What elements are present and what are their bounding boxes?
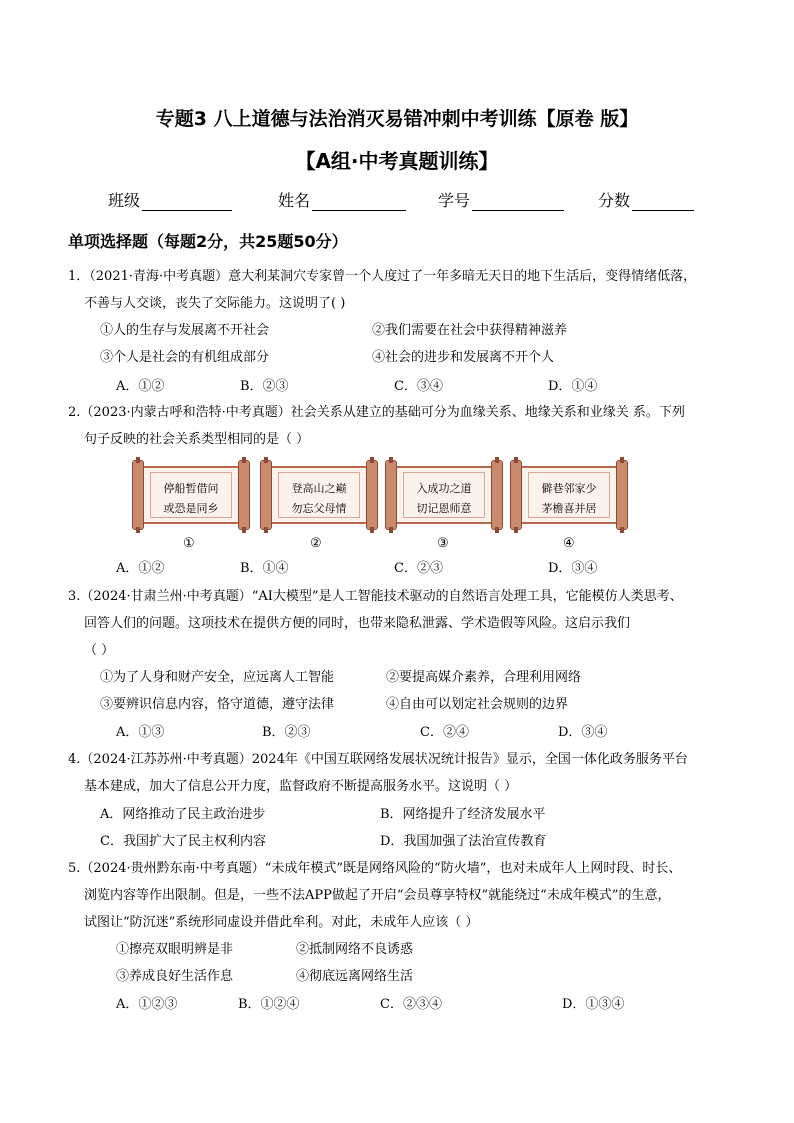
name-blank[interactable] [312, 192, 406, 211]
question-stem: 不善与人交谈，丧失了交际能力。这说明了( ) [84, 296, 346, 311]
option-d[interactable]: D．①④ [548, 379, 598, 394]
option-b[interactable]: B．①④ [240, 561, 289, 576]
statement: ②抵制网络不良诱惑 [296, 942, 414, 957]
question-stem: 4.（2024·江苏苏州·中考真题）2024年《中国互联网络发展状况统计报告》显示，全国一体化政务服务平台 [68, 752, 688, 767]
class-field [108, 188, 232, 211]
scroll-text: 茅檐喜并居 [541, 502, 597, 515]
statement: ④社会的进步和发展离不开个人 [372, 350, 555, 365]
question-stem: 基本建成，加大了信息公开力度，监督政府不断提高服务水平。这说明（ ） [84, 779, 518, 794]
option-d[interactable]: D．③④ [548, 561, 598, 576]
question-stem: （ ） [84, 643, 115, 658]
question-stem: 句子反映的社会关系类型相同的是（ ） [84, 432, 310, 447]
id-field [438, 188, 564, 211]
statement: ④自由可以划定社会规则的边界 [386, 697, 569, 712]
statement: ④彻底远离网络生活 [296, 969, 414, 984]
statement: ③个人是社会的有机组成部分 [100, 350, 270, 365]
statement: ①为了人身和财产安全，应远离人工智能 [100, 670, 335, 685]
id-blank[interactable] [472, 192, 564, 211]
class-blank[interactable] [142, 192, 232, 211]
option-c[interactable]: C．我国扩大了民主权利内容 [100, 834, 266, 849]
scroll-image-2 [260, 460, 378, 530]
question-stem: 3.（2024·甘肃兰州·中考真题）“AI大模型”是人工智能技术驱动的自然语言处理工具，它能模仿人类思考、 [68, 589, 683, 604]
option-d[interactable]: D．我国加强了法治宣传教育 [380, 834, 547, 849]
option-c[interactable]: C．②③ [394, 561, 443, 576]
page-subtitle: 【A组·中考真题训练】 [295, 149, 499, 173]
option-a[interactable]: A．①② [116, 379, 165, 394]
scroll-number: ② [310, 536, 322, 551]
option-b[interactable]: B．②③ [262, 725, 311, 740]
name-label: 姓名 [278, 191, 311, 210]
question-stem: 试图让“防沉迷”系统形同虚设并借此牟利。对此，未成年人应该（ ） [84, 915, 479, 930]
scroll-text: 停船暂借问 [163, 482, 219, 495]
option-b[interactable]: B．网络提升了经济发展水平 [380, 807, 546, 822]
question-stem: 1．（2021·青海·中考真题）意大利某洞穴专家曾一个人度过了一年多暗无天日的地下生活后，变得情绪低落， [68, 269, 697, 284]
score-field [598, 188, 694, 211]
page-title: 专题3 八上道德与法治消灭易错冲刺中考训练【原卷 版】 [155, 108, 639, 130]
scroll-text: 登高山之巅 [291, 482, 347, 495]
scroll-text: 切记恩师意 [416, 502, 472, 515]
option-a[interactable]: A．①② [116, 561, 165, 576]
section-title: 单项选择题（每题2分，共25题50分） [68, 232, 348, 251]
scroll-image-4 [510, 460, 628, 530]
question-stem: 浏览内容等作出限制。但是，一些不法APP做起了开启“会员尊享特权”就能绕过“未成年模式”的生意， [84, 888, 671, 903]
option-a[interactable]: A．网络推动了民主政治进步 [100, 807, 266, 822]
statement: ③养成良好生活作息 [116, 969, 234, 984]
scroll-number: ③ [437, 536, 449, 551]
statement: ①擦亮双眼明辨是非 [116, 942, 234, 957]
question-stem: 2.（2023·内蒙古呼和浩特·中考真题）社会关系从建立的基础可分为血缘关系、地缘关系和业缘关 系。下列 [68, 405, 685, 420]
scroll-text: 或恐是同乡 [163, 502, 219, 515]
class-label: 班级 [108, 191, 141, 210]
score-blank[interactable] [632, 192, 694, 211]
option-c[interactable]: C．②④ [420, 725, 469, 740]
scroll-number: ④ [563, 536, 575, 551]
option-a[interactable]: A．①②③ [116, 997, 178, 1012]
statement: ①人的生存与发展离不开社会 [100, 323, 270, 338]
question-stem: 回答人们的问题。这项技术在提供方便的同时，也带来隐私泄露、学术造假等风险。这启示我们 [84, 616, 631, 631]
question-stem: 5.（2024·贵州黔东南·中考真题）“未成年模式”既是网络风险的“防火墙”，也对未成年人上网时段、时长、 [68, 861, 682, 876]
scroll-image-1 [132, 460, 250, 530]
scroll-text: 勿忘父母情 [291, 502, 347, 515]
id-label: 学号 [438, 191, 471, 210]
statement: ②我们需要在社会中获得精神滋养 [372, 323, 568, 338]
option-a[interactable]: A．①③ [116, 725, 165, 740]
option-d[interactable]: D．①③④ [562, 997, 625, 1012]
scroll-image-3 [385, 460, 503, 530]
statement: ②要提高媒介素养，合理利用网络 [386, 670, 582, 685]
option-b[interactable]: B．②③ [240, 379, 289, 394]
option-c[interactable]: C．③④ [394, 379, 443, 394]
scroll-text: 僻巷邻家少 [541, 482, 597, 495]
option-d[interactable]: D．③④ [558, 725, 608, 740]
option-c[interactable]: C．②③④ [380, 997, 442, 1012]
scroll-number: ① [183, 536, 195, 551]
option-b[interactable]: B．①②④ [238, 997, 300, 1012]
score-label: 分数 [598, 191, 631, 210]
scroll-text: 入成功之道 [416, 482, 472, 495]
statement: ③要辨识信息内容，恪守道德，遵守法律 [100, 697, 335, 712]
name-field [278, 188, 406, 211]
